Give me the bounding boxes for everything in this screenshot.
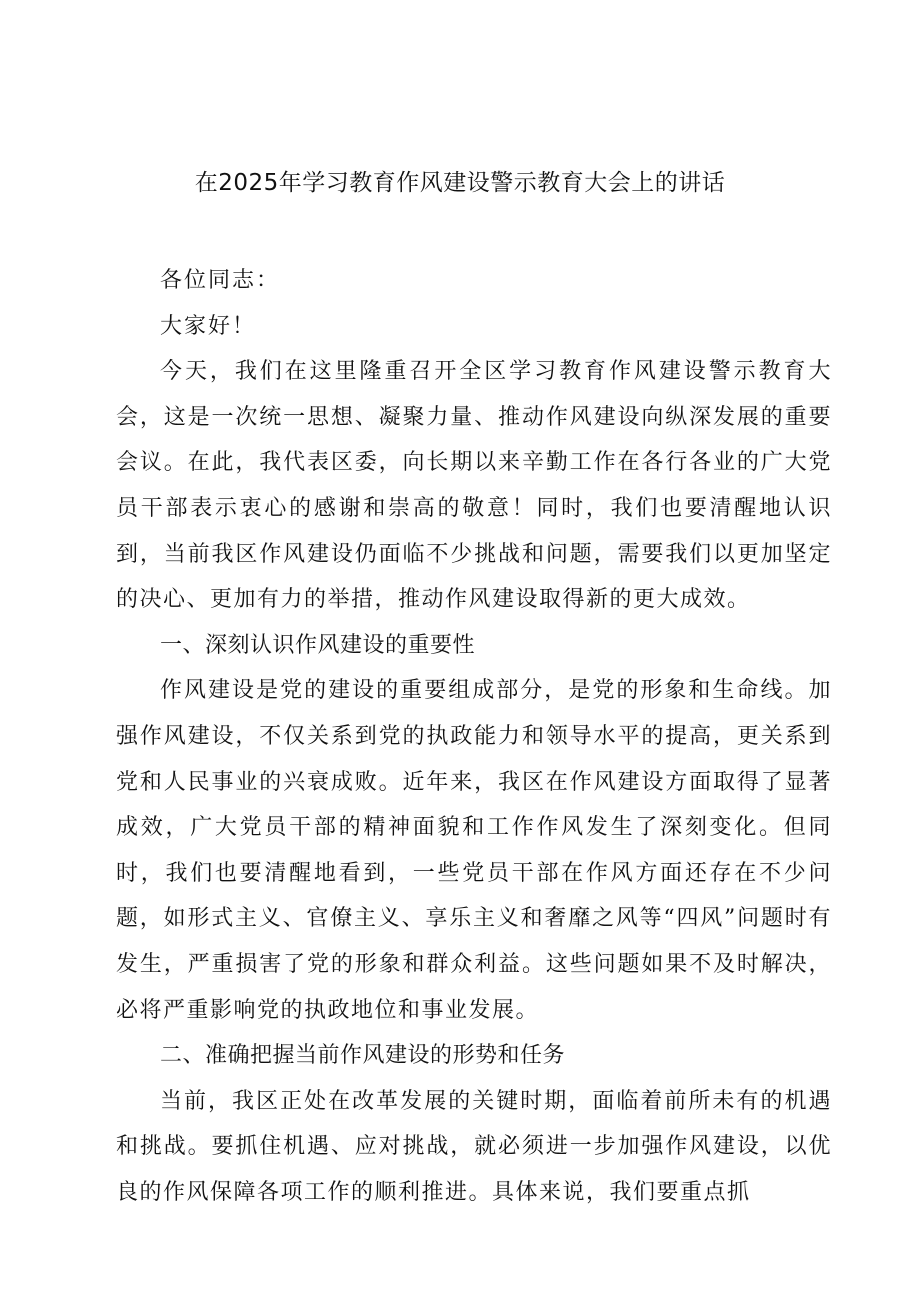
intro-paragraph: 今天，我们在这里隆重召开全区学习教育作风建设警示教育大会，这是一次统一思想、凝聚力量、推动作风建设向纵深发展的重要会议。在此，我代表区委，向长期以来辛勤工作在各行各业的广大党员干部表示衷心的感谢和崇高的敬意！同时，我们也要清醒地认识到，当前我区作风建设仍面临不少挑战和问题，需要我们以更加坚定的决心、更加有力的举措，推动作风建设取得新的更大成效。 xyxy=(116,359,832,613)
section-1-paragraph: 作风建设是党的建设的重要组成部分，是党的形象和生命线。加强作风建设，不仅关系到党的执政能力和领导水平的提高，更关系到党和人民事业的兴衰成败。近年来，我区在作风建设方面取得了显著成效，广大党员干部的精神面貌和工作作风发生了深刻变化。但同时，我们也要清醒地看到，一些党员干部在作风方面还存在不少问题，如形式主义、官僚主义、享乐主义和奢靡之风等“四风”问题时有发生，严重损害了党的形象和群众利益。这些问题如果不及时解决，必将严重影响党的执政地位和事业发展。 xyxy=(116,678,832,1023)
section-2-heading: 二、准确把握当前作风建设的形势和任务 xyxy=(160,1043,566,1069)
section-2-paragraph: 当前，我区正处在改革发展的关键时期，面临着前所未有的机遇和挑战。要抓住机遇、应对挑战，就必须进一步加强作风建设，以优良的作风保障各项工作的顺利推进。具体来说，我们要重点抓 xyxy=(116,1088,832,1205)
document-title: 在2025年学习教育作风建设警示教育大会上的讲话 xyxy=(194,170,726,196)
salutation: 各位同志： xyxy=(160,268,281,293)
greeting: 大家好！ xyxy=(160,313,257,339)
document-body xyxy=(116,258,832,1215)
section-1-heading: 一、深刻认识作风建设的重要性 xyxy=(160,632,476,658)
